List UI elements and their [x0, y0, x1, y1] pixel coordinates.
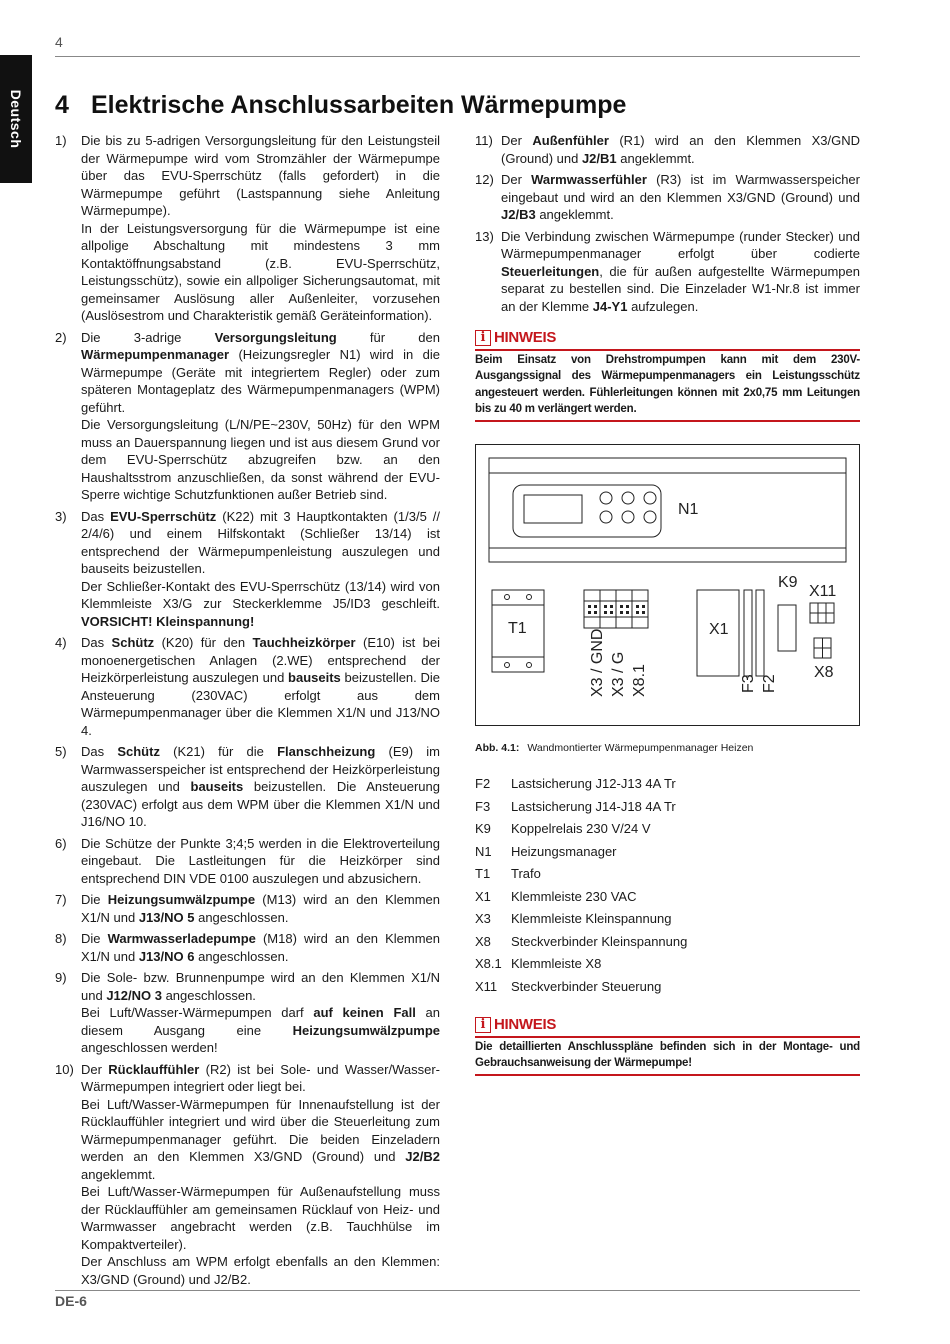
paragraph: Die Heizungsumwälzpumpe (M13) wird an den Klemmen X1/N und J13/NO 5 angeschlossen. [81, 892, 441, 925]
label-x3-gnd: X3 / GND [589, 628, 606, 697]
legend-value: Steckverbinder Steuerung [511, 978, 662, 994]
label-x1: X1 [709, 620, 729, 638]
figure-caption-label: Abb. 4.1: [475, 741, 520, 754]
control-knob [622, 511, 634, 523]
paragraph: Die Sole- bzw. Brunnenpumpe wird an den Klemmen X1/N und J12/NO 3 angeschlossen. [81, 970, 440, 1003]
paragraph: Der Außenfühler (R1) wird an den Klemmen X3/GND (Ground) und J2/B1 angeklemmt. [501, 133, 860, 166]
legend-row [475, 843, 860, 866]
hint-divider [475, 1036, 860, 1038]
paragraph: Die bis zu 5-adrigen Versorgungsleitung für den Leistungsteil der Wärmepumpe wird vom Stromzähler der Wärmepumpe über das EVU-Sperrschütz (falls gefordert) in die Wärmepumpe geführt (Lastspannung siehe Anleitung Wärmepumpe). [81, 133, 440, 218]
list-item-text [81, 329, 440, 504]
legend-row [475, 798, 860, 821]
list-item-text [81, 1061, 440, 1289]
hint-box-1 [475, 329, 860, 422]
legend-row [475, 910, 860, 933]
language-tab-label: Deutsch [8, 89, 24, 149]
paragraph: Das Schütz (K20) für den Tauchheizkörper (E10) ist bei monoenergetischen Anlagen (2.WE) entsprechend der Heizkörperleistung auszulegen und bauseits beizustellen. Die Ansteuerung (230VAC) erfolgt aus dem Wärmepumpenmanager über die Klemmen X1/N und J13/NO 4. [81, 635, 441, 738]
relay-k9 [778, 605, 796, 651]
figure-caption [475, 740, 860, 758]
legend-row [475, 955, 860, 978]
list-item-text [81, 634, 440, 739]
language-tab [0, 55, 32, 183]
legend-value: Steckverbinder Kleinspannung [511, 933, 688, 949]
section-number: 4 [55, 91, 69, 119]
label-x8: X8 [814, 663, 834, 681]
paragraph: Das EVU-Sperrschütz (K22) mit 3 Hauptkontakten (1/3/5 // 2/4/6) und einem Hilfskontakt (Schließer 13/14) ist entsprechend der Wärmepumpenleistung auszulegen und bauseits beizustellen. [81, 508, 440, 576]
list-item [55, 891, 440, 926]
list-item-number: 2) [55, 329, 67, 345]
section-title-text: Elektrische Anschlussarbeiten Wärmepumpe [91, 91, 627, 119]
legend-row [475, 820, 860, 843]
control-knob [644, 492, 656, 504]
list-item-text [501, 228, 860, 316]
fuse-f3 [744, 590, 752, 676]
list-item [55, 1061, 440, 1289]
info-icon: i [475, 1017, 491, 1033]
hint-box-2 [475, 1016, 860, 1076]
paragraph: Die Schütze der Punkte 3;4;5 werden in die Elektroverteilung eingebaut. Die Lastleitungen für die Heizkörper sind entsprechend DIN VDE 0100 auszulegen und abzusichern. [81, 835, 440, 886]
label-x8-1: X8.1 [631, 663, 648, 697]
list-item-text [81, 969, 440, 1057]
list-item-number: 1) [55, 133, 67, 148]
paragraph: Bei Luft/Wasser-Wärmepumpen für Innenaufstellung ist der Rücklauffühler integriert und wird über die Steuerleitung zum Wärmepumpenmanager geführt. Die beiden Einzeladern werden an den Klemmen X3/GND (Ground) und J2/B2 angeklemmt. [81, 1096, 440, 1182]
label-f2: F2 [761, 673, 778, 693]
list-item-number: 9) [55, 970, 67, 985]
legend-key: X1 [475, 888, 491, 904]
list-item [55, 508, 440, 631]
legend-value: Lastsicherung J14-J18 4A Tr [511, 798, 676, 814]
paragraph: Die 3-adrige Versorgungsleitung für den Wärmepumpenmanager (Heizungsregler N1) wird in die Wärmepumpe (Geräte mit integriertem Regler) oder zum späteren Montageplatz des Wärmepumpenmanagers (WPM) geführt. [81, 329, 440, 415]
control-panel [513, 485, 661, 537]
paragraph: Bei Luft/Wasser-Wärmepumpen darf auf keinen Fall an diesem Ausgang eine Heizungsumwälzpumpe angeschlossen werden! [81, 1005, 441, 1055]
right-column [475, 132, 860, 1076]
hint-divider [475, 420, 860, 422]
list-item [55, 743, 440, 831]
legend-value: Lastsicherung J12-J13 4A Tr [511, 776, 676, 791]
paragraph: Die Versorgungsleitung (L/N/PE~230V, 50Hz) für den WPM muss an Dauerspannung liegen und ist aus diesem Grund vor dem EVU-Sperrschütz abzugreifen bzw. an den Haushaltsstrom anzuschließen, da sonst während der EVU-Sperre wichtige Schutzfunktionen außer Betrieb sind. [81, 417, 440, 502]
legend-value: Koppelrelais 230 V/24 V [511, 821, 651, 836]
list-item-text [501, 171, 860, 224]
hint-header [475, 329, 860, 347]
fuse-f2 [756, 590, 764, 676]
display-screen [524, 495, 582, 523]
legend-key: F2 [475, 776, 491, 791]
list-item-text [501, 132, 860, 167]
label-t1: T1 [508, 619, 527, 637]
hint-title: HINWEIS [494, 329, 557, 346]
label-k9: K9 [778, 573, 798, 591]
legend-key: F3 [475, 798, 491, 814]
wiring-diagram-svg [476, 445, 859, 725]
footer-rule [55, 1290, 860, 1291]
paragraph: Der Schließer-Kontakt des EVU-Sperrschütz (13/14) wird von Klemmleiste X3/G zur Steckerklemme J5/ID3 geschleift. VORSICHT! Kleinspannung! [81, 578, 440, 629]
legend-key: X8 [475, 933, 491, 949]
list-item-text [81, 743, 440, 831]
list-item [475, 132, 860, 167]
list-item-number: 5) [55, 744, 67, 759]
list-item-text [81, 835, 440, 888]
legend-row [475, 978, 860, 1001]
list-item [55, 132, 440, 325]
list-item-number: 10) [55, 1061, 74, 1077]
legend-row [475, 888, 860, 911]
list-item-number: 4) [55, 635, 67, 650]
legend-value: Klemmleiste X8 [511, 956, 602, 971]
hint-text: Beim Einsatz von Drehstrompumpen kann mit dem 230V-Ausgangssignal des Wärmepumpenmanagers ein Leistungsschütz angesteuert werden. Fühlerleitungen können mit 2x0,75 mm Leitungen bis zu 40 m verlängert werden. [475, 353, 860, 415]
wiring-diagram [475, 444, 860, 726]
label-x3-g: X3 / G [610, 651, 627, 697]
list-item [475, 171, 860, 224]
left-column [55, 132, 440, 1292]
legend-row [475, 933, 860, 956]
list-item [55, 634, 440, 739]
list-item [55, 329, 440, 504]
hint-divider [475, 349, 860, 351]
list-item-number: 8) [55, 931, 67, 946]
section-title [55, 91, 626, 120]
hint-text: Die detaillierten Anschlusspläne befinden sich in der Montage- und Gebrauchsanweisung der Wärmepumpe! [475, 1040, 860, 1069]
paragraph: Der Rücklauffühler (R2) ist bei Sole- und Wasser/Wasser-Wärmepumpen integriert oder liegt bei. [81, 1061, 440, 1094]
control-knob [600, 492, 612, 504]
list-item-text [81, 930, 440, 965]
legend-key: X3 [475, 911, 491, 926]
list-item-number: 11) [475, 133, 493, 148]
header-rule [55, 56, 860, 57]
paragraph: Die Verbindung zwischen Wärmepumpe (runder Stecker) und Wärmepumpenmanager erfolgt über codierte Steuerleitungen, die für außen aufgestellte Wärmepumpen separat zu bestellen sind. Die Einzelader W1-Nr.8 ist immer an der Klemme J4-Y1 aufzulegen. [501, 228, 860, 314]
page-number: 4 [55, 34, 63, 50]
legend-key: N1 [475, 843, 492, 859]
paragraph: In der Leistungsversorgung für die Wärmepumpe ist eine allpolige Abschaltung mit mindestens 3 mm Kontaktöffnungsabstand (z.B. EVU-Sperrschütz, Leistungsschütz), sowie ein allpoliger Sicherungsautomat, mit gemeinsamer Auslösung aller Außenleiter, vorzusehen (Auslösestrom und Charakteristik gemäß Geräteinformation). [81, 220, 440, 323]
list-item-text [81, 132, 440, 325]
legend-row [475, 865, 860, 888]
paragraph: Der Warmwasserfühler (R3) ist im Warmwasserspeicher eingebaut und wird an den Klemmen X3/GND (Ground) und J2/B3 angeklemmt. [501, 172, 860, 222]
legend-row [475, 775, 860, 798]
hint-header [475, 1016, 860, 1034]
control-knob [622, 492, 634, 504]
list-item-number: 3) [55, 508, 67, 524]
list-item-number: 7) [55, 892, 67, 907]
figure-caption-text: Wandmontierter Wärmepumpenmanager Heizen [527, 741, 754, 754]
hint-title: HINWEIS [494, 1016, 557, 1033]
right-item-list [475, 132, 860, 315]
label-n1: N1 [678, 500, 699, 518]
hint-divider [475, 1074, 860, 1076]
label-f3: F3 [740, 673, 757, 693]
legend-value: Trafo [511, 866, 541, 881]
paragraph: Bei Luft/Wasser-Wärmepumpen für Außenaufstellung muss der Rücklauffühler am gemeinsamen Rücklauf von Heiz- und Warmwasser angebracht werden (z.B. Tauchhülse im Kompaktverteiler). [81, 1184, 440, 1252]
label-x11: X11 [809, 582, 837, 600]
legend-key: T1 [475, 866, 491, 881]
list-item [475, 228, 860, 316]
legend-key: X11 [475, 978, 498, 994]
control-knob [600, 511, 612, 523]
info-icon: i [475, 330, 491, 346]
list-item-number: 12) [475, 172, 494, 187]
list-item [55, 930, 440, 965]
control-knob [644, 511, 656, 523]
list-item-number: 13) [475, 228, 494, 244]
legend-key: K9 [475, 821, 491, 836]
footer-page-label: DE-6 [55, 1293, 87, 1309]
legend-value: Klemmleiste 230 VAC [511, 888, 637, 904]
list-item-text [81, 508, 440, 631]
figure-legend [475, 775, 860, 1000]
legend-value: Klemmleiste Kleinspannung [511, 911, 672, 926]
legend-value: Heizungsmanager [511, 843, 617, 859]
list-item-number: 6) [55, 835, 67, 851]
manager-housing [489, 458, 846, 562]
paragraph: Der Anschluss am WPM erfolgt ebenfalls an den Klemmen: X3/GND (Ground) und J2/B2. [81, 1254, 440, 1287]
paragraph: Das Schütz (K21) für die Flanschheizung (E9) im Warmwasserspeicher ist entsprechend der Heizkörperleistung auszulegen und bauseits beizustellen. Die Ansteuerung (230VAC) erfolgt aus dem WPM über die Klemmen X1/N und J16/NO 10. [81, 744, 440, 829]
paragraph: Die Warmwasserladepumpe (M18) wird an den Klemmen X1/N und J13/NO 6 angeschlossen. [81, 931, 440, 964]
list-item [55, 835, 440, 888]
legend-key: X8.1 [475, 956, 502, 971]
list-item-text [81, 891, 440, 926]
list-item [55, 969, 440, 1057]
